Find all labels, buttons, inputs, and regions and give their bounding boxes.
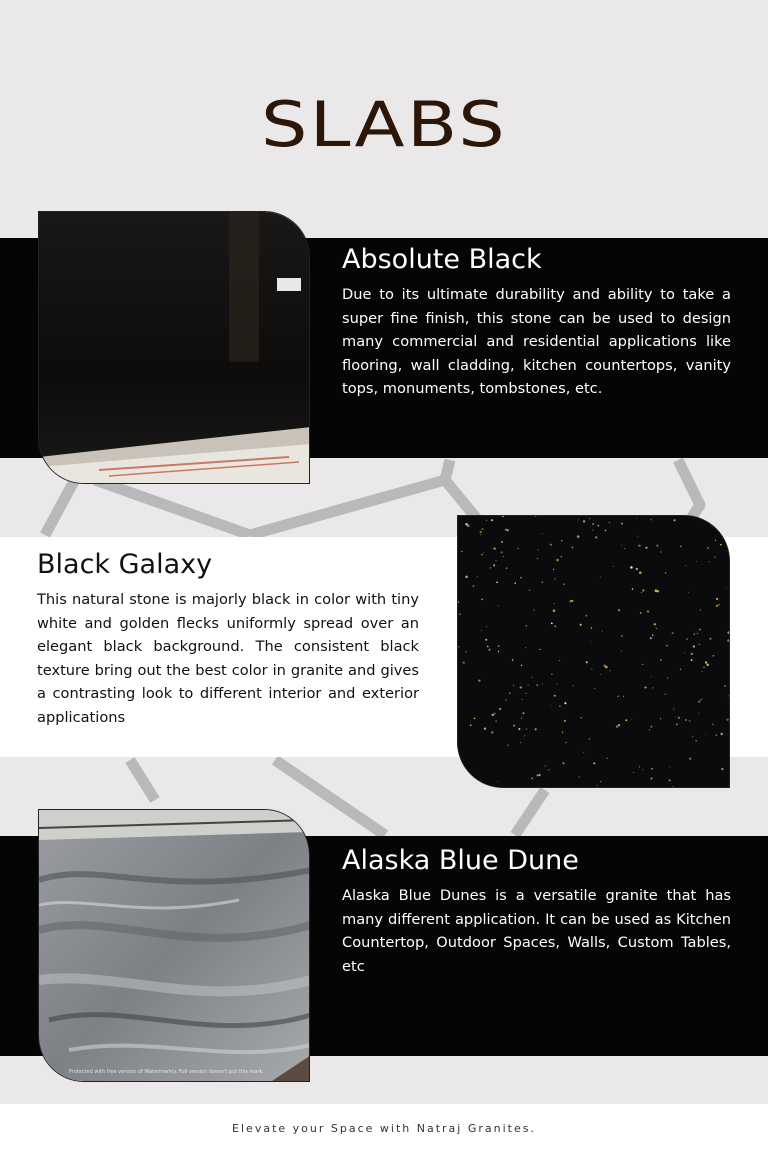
stone-fleck: [545, 765, 546, 766]
stone-fleck: [597, 785, 598, 786]
stone-fleck: [461, 551, 462, 552]
stone-fleck: [531, 777, 533, 779]
stone-fleck: [480, 531, 482, 533]
stone-fleck: [605, 666, 607, 668]
stone-fleck: [636, 568, 638, 570]
stone-fleck: [727, 631, 730, 634]
stone-fleck: [554, 603, 555, 604]
stone-fleck: [689, 720, 691, 722]
stone-fleck: [501, 541, 503, 543]
stone-fleck: [586, 661, 588, 663]
stone-fleck: [665, 694, 666, 695]
stone-fleck: [716, 734, 718, 736]
stone-fleck: [638, 536, 639, 537]
stone-fleck: [571, 600, 573, 602]
stone-fleck: [551, 622, 553, 624]
stone-fleck: [676, 723, 678, 725]
stone-fleck: [470, 724, 472, 726]
stone-fleck: [520, 577, 522, 579]
stone-fleck: [534, 610, 535, 611]
stone-fleck: [581, 717, 582, 718]
stone-fleck: [562, 732, 563, 733]
stone-fleck: [656, 628, 657, 629]
stone-fleck: [483, 552, 484, 553]
stone-fleck: [491, 519, 493, 521]
stone-fleck: [600, 577, 601, 578]
stone-fleck: [553, 609, 556, 612]
stone-fleck: [557, 683, 558, 684]
black-galaxy-heading: Black Galaxy: [37, 549, 213, 580]
stone-fleck: [699, 644, 700, 645]
stone-fleck: [675, 716, 676, 717]
stone-fleck: [624, 548, 625, 549]
stone-fleck: [554, 625, 556, 627]
stone-fleck: [518, 728, 520, 730]
stone-fleck: [565, 742, 566, 743]
stone-fleck: [693, 645, 695, 647]
stone-fleck: [647, 610, 649, 612]
stone-fleck: [521, 665, 522, 666]
stone-fleck: [595, 536, 597, 538]
stone-fleck: [556, 559, 559, 562]
stone-fleck: [685, 719, 687, 721]
stone-fleck: [721, 768, 723, 770]
stone-fleck: [491, 731, 493, 733]
stone-fleck: [621, 544, 622, 545]
stone-fleck: [507, 745, 508, 746]
stone-fleck: [724, 685, 725, 686]
stone-fleck: [494, 713, 496, 715]
stone-fleck: [592, 530, 593, 531]
stone-fleck: [713, 655, 715, 657]
stone-fleck: [571, 546, 573, 548]
stone-fleck: [573, 685, 574, 686]
stone-fleck: [667, 677, 668, 678]
stone-fleck: [481, 599, 483, 601]
stone-fleck: [673, 709, 674, 710]
stone-fleck: [727, 639, 729, 641]
stone-fleck: [617, 696, 619, 698]
stone-fleck: [501, 551, 503, 553]
stone-fleck: [477, 576, 478, 577]
stone-fleck: [698, 701, 700, 703]
stone-fleck: [660, 718, 661, 719]
stone-fleck: [621, 651, 622, 652]
stone-fleck: [680, 669, 681, 670]
stone-fleck: [707, 547, 709, 549]
stone-fleck: [474, 718, 476, 720]
stone-fleck: [651, 676, 652, 677]
stone-fleck: [669, 779, 671, 781]
stone-fleck: [651, 768, 653, 770]
stone-fleck: [506, 568, 507, 569]
stone-fleck: [600, 674, 601, 675]
stone-fleck: [651, 778, 653, 780]
stone-fleck: [652, 687, 653, 688]
stone-fleck: [666, 645, 668, 647]
stone-fleck: [579, 776, 580, 777]
stone-fleck: [498, 605, 499, 606]
stone-fleck: [496, 560, 497, 561]
black-galaxy-description: This natural stone is majorly black in color with tiny white and golden flecks uniformly spread over an elegant black background. The consistent black texture bring out the best color in granite and gives a contrasting look to different interior and exterior applications: [37, 591, 419, 726]
stone-fleck: [645, 547, 647, 549]
stone-fleck: [553, 569, 554, 570]
stone-fleck: [537, 558, 538, 559]
stone-fleck: [591, 669, 592, 670]
stone-fleck: [654, 623, 656, 625]
stone-fleck: [665, 572, 666, 573]
watermark-text: Protected with free version of Watermarkly. Full version doesn't put this mark.: [69, 1069, 264, 1075]
stone-fleck: [499, 708, 501, 710]
stone-fleck: [616, 725, 619, 728]
stone-fleck: [609, 670, 610, 671]
stone-fleck: [561, 556, 562, 557]
stone-fleck: [606, 758, 607, 759]
stone-fleck: [465, 576, 467, 578]
stone-fleck: [554, 695, 556, 697]
stone-fleck: [591, 627, 593, 629]
stone-fleck: [564, 720, 566, 722]
stone-fleck: [526, 625, 528, 627]
stone-fleck: [688, 592, 689, 593]
stone-fleck: [621, 635, 622, 636]
stone-fleck: [673, 786, 674, 787]
stone-fleck: [489, 649, 491, 651]
stone-fleck: [674, 519, 676, 521]
stone-fleck: [680, 546, 681, 547]
stone-fleck: [589, 738, 590, 739]
stone-fleck: [481, 554, 482, 555]
stone-fleck: [536, 684, 538, 686]
stone-fleck: [583, 752, 584, 753]
stone-fleck: [728, 695, 729, 696]
stone-fleck: [656, 545, 658, 547]
stone-fleck: [513, 685, 514, 686]
stone-fleck: [642, 769, 643, 770]
stone-fleck: [559, 705, 561, 707]
stone-fleck: [618, 609, 620, 611]
absolute-black-slab-image: [38, 211, 310, 484]
alaska-blue-dune-slab-image: [38, 809, 310, 1082]
stone-fleck: [705, 661, 707, 663]
stone-fleck: [698, 713, 699, 714]
stone-fleck: [478, 679, 480, 681]
stone-fleck: [548, 769, 550, 771]
stone-fleck: [521, 717, 522, 718]
stone-fleck: [712, 724, 714, 726]
stone-fleck: [630, 566, 633, 569]
stone-fleck: [700, 609, 701, 610]
stone-fleck: [578, 519, 579, 520]
stone-fleck: [709, 638, 711, 640]
stone-fleck: [493, 547, 495, 549]
stone-fleck: [465, 651, 467, 653]
stone-fleck: [525, 693, 526, 694]
stone-fleck: [541, 581, 543, 583]
stone-fleck: [692, 736, 693, 737]
stone-fleck: [720, 733, 722, 735]
stone-fleck: [652, 635, 653, 636]
stone-fleck: [609, 522, 610, 523]
stone-fleck: [463, 661, 465, 663]
stone-fleck: [696, 632, 697, 633]
stone-fleck: [639, 571, 642, 574]
stone-fleck: [542, 684, 543, 685]
stone-fleck: [580, 624, 582, 626]
stone-fleck: [685, 565, 686, 566]
stone-fleck: [561, 540, 563, 542]
stone-fleck: [513, 725, 515, 727]
stone-fleck: [632, 588, 633, 589]
black-galaxy-slab-image: [457, 515, 730, 788]
stone-fleck: [514, 582, 516, 584]
stone-fleck: [537, 774, 539, 776]
stone-fleck: [691, 653, 693, 655]
stone-fleck: [709, 561, 710, 562]
stone-fleck: [562, 762, 564, 764]
stone-fleck: [497, 781, 498, 782]
stone-fleck: [621, 523, 623, 525]
stone-fleck: [542, 534, 543, 535]
stone-fleck: [699, 629, 701, 631]
stone-fleck: [583, 520, 585, 522]
stone-fleck: [591, 641, 592, 642]
stone-fleck: [492, 714, 494, 716]
absolute-black-heading: Absolute Black: [342, 244, 542, 275]
alaska-blue-dune-description: Alaska Blue Dunes is a versatile granite that has many different application. It can be used as Kitchen Countertop, Outdoor Spaces, Walls, Custom Tables, etc: [342, 887, 731, 975]
stone-fleck: [528, 685, 529, 686]
stone-fleck: [490, 567, 491, 568]
stone-fleck: [550, 544, 552, 546]
stone-fleck: [702, 671, 703, 672]
stone-fleck: [524, 735, 525, 736]
stone-fleck: [594, 688, 595, 689]
stone-fleck: [493, 564, 495, 566]
stone-fleck: [714, 557, 715, 558]
stone-fleck: [459, 613, 461, 615]
stone-fleck: [592, 523, 594, 525]
stone-fleck: [495, 720, 496, 721]
stone-fleck: [697, 633, 698, 634]
stone-fleck: [623, 696, 624, 697]
stone-fleck: [563, 584, 564, 585]
stone-fleck: [535, 728, 537, 730]
stone-fleck: [520, 742, 521, 743]
stone-fleck: [525, 647, 526, 648]
stone-fleck: [517, 548, 518, 549]
stone-fleck: [631, 719, 632, 720]
stone-fleck: [641, 592, 642, 593]
stone-fleck: [523, 712, 525, 714]
stone-fleck: [650, 519, 651, 520]
stone-fleck: [496, 581, 498, 583]
stone-fleck: [569, 600, 571, 602]
stone-fleck: [613, 566, 614, 567]
stone-fleck: [644, 686, 646, 688]
stone-fleck: [532, 677, 533, 678]
stone-fleck: [507, 529, 509, 531]
stone-fleck: [672, 632, 674, 634]
stone-fleck: [638, 544, 641, 547]
stone-fleck: [539, 774, 541, 776]
stone-fleck: [720, 544, 722, 546]
stone-fleck: [618, 724, 620, 726]
stone-fleck: [686, 638, 688, 640]
stone-fleck: [539, 649, 540, 650]
stone-fleck: [498, 651, 499, 652]
stone-fleck: [598, 525, 600, 527]
stone-fleck: [550, 706, 551, 707]
stone-fleck: [660, 551, 661, 552]
stone-fleck: [605, 530, 607, 532]
stone-fleck: [716, 598, 718, 600]
stone-fleck: [482, 528, 484, 530]
absolute-black-description: Due to its ultimate durability and ability to take a super fine finish, this stone can be used to design many commercial and residential applications like flooring, wall cladding, kitchen countertops, vanity tops, monuments, tombstones, etc.: [342, 286, 731, 397]
stone-fleck: [718, 604, 720, 606]
stone-fleck: [509, 692, 510, 693]
stone-fleck: [559, 660, 560, 661]
stone-fleck: [705, 734, 706, 735]
stone-fleck: [503, 556, 504, 557]
stone-fleck: [480, 534, 481, 535]
stone-fleck: [696, 561, 697, 562]
stone-fleck: [706, 664, 709, 667]
stone-fleck: [602, 631, 603, 632]
stone-fleck: [715, 540, 716, 541]
stone-fleck: [526, 729, 527, 730]
stone-fleck: [467, 524, 470, 527]
stone-fleck: [522, 699, 523, 700]
page-title: SLABS: [260, 88, 508, 161]
stone-fleck: [726, 588, 727, 589]
stone-fleck: [520, 686, 522, 688]
stone-fleck: [498, 645, 500, 647]
stone-fleck: [639, 766, 640, 767]
alaska-blue-dune-heading: Alaska Blue Dune: [342, 845, 579, 876]
stone-fleck: [660, 659, 662, 661]
stone-fleck: [695, 740, 696, 741]
stone-fleck: [529, 589, 530, 590]
stone-fleck: [537, 549, 538, 550]
stone-fleck: [512, 659, 513, 660]
stone-fleck: [642, 664, 643, 665]
stone-fleck: [577, 535, 580, 538]
stone-fleck: [600, 781, 601, 782]
stone-fleck: [551, 674, 552, 675]
stone-fleck: [716, 605, 718, 607]
footer-tagline: Elevate your Space with Natraj Granites.: [232, 1122, 536, 1135]
stone-fleck: [678, 717, 680, 719]
stone-fleck: [485, 639, 487, 641]
stone-fleck: [481, 630, 482, 631]
stone-fleck: [484, 727, 486, 729]
stone-fleck: [650, 726, 652, 728]
stone-fleck: [593, 762, 595, 764]
stone-fleck: [473, 585, 475, 587]
stone-fleck: [458, 646, 459, 647]
stone-fleck: [636, 518, 637, 519]
stone-fleck: [649, 729, 650, 730]
stone-fleck: [703, 666, 705, 668]
stone-fleck: [694, 633, 696, 635]
stone-fleck: [684, 652, 685, 653]
stone-fleck: [700, 699, 701, 700]
stone-fleck: [691, 659, 693, 661]
stone-fleck: [486, 626, 487, 627]
stone-fleck: [589, 518, 590, 519]
stone-fleck: [640, 612, 642, 614]
stone-fleck: [486, 520, 487, 521]
stone-fleck: [642, 589, 644, 591]
stone-fleck: [487, 646, 489, 648]
stone-fleck: [554, 578, 555, 579]
stone-fleck: [625, 719, 627, 721]
stone-fleck: [564, 702, 566, 704]
stone-fleck: [655, 589, 658, 592]
stone-fleck: [586, 615, 588, 617]
stone-fleck: [633, 772, 634, 773]
stone-fleck: [650, 637, 652, 639]
stone-fleck: [505, 699, 506, 700]
stone-fleck: [726, 718, 728, 720]
stone-fleck: [670, 767, 671, 768]
stone-fleck: [689, 758, 691, 760]
